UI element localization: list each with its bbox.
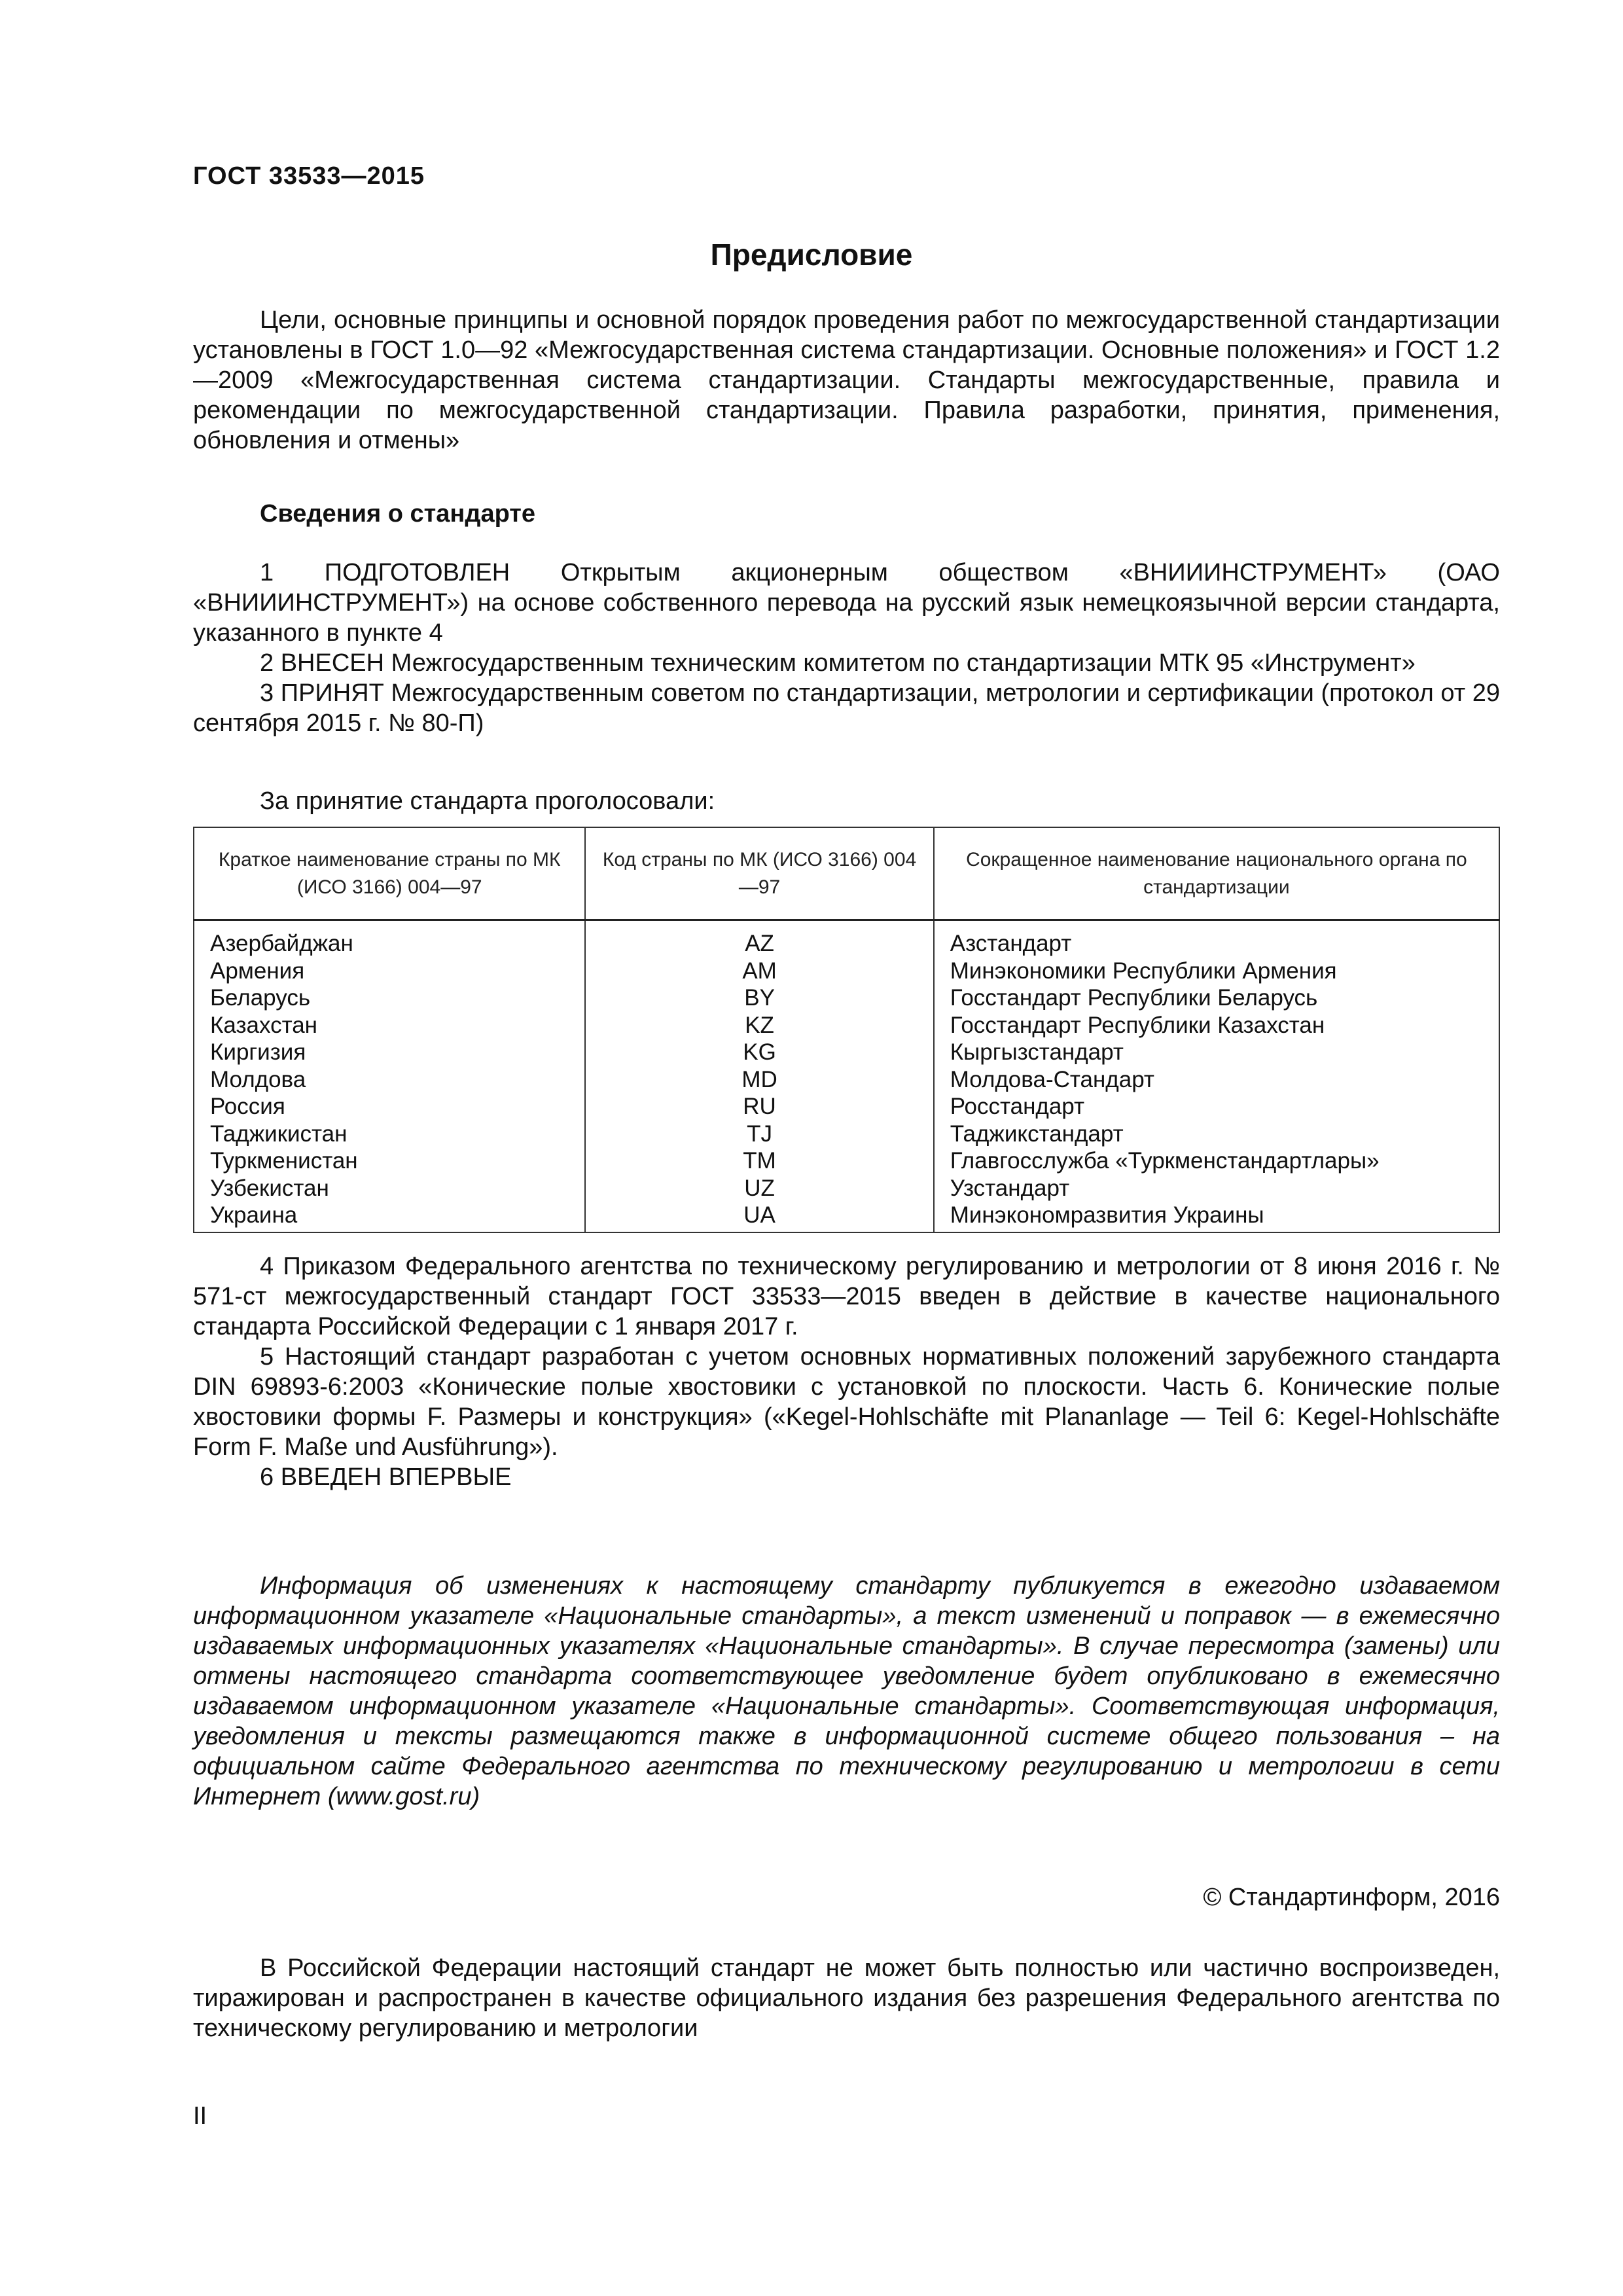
standards-body: Азстандарт bbox=[934, 920, 1499, 958]
country-name: Россия bbox=[194, 1093, 585, 1121]
country-code: TM bbox=[585, 1147, 933, 1175]
country-code: RU bbox=[585, 1093, 933, 1121]
rights-notice-text: В Российской Федерации настоящий стандарт не может быть полностью или частично воспроизведен, тиражирован и распространен в качестве официального издания без разрешения Федерального агентства по техническому регулированию и метрологии bbox=[193, 1954, 1500, 2042]
standards-body: Госстандарт Республики Беларусь bbox=[934, 984, 1499, 1012]
table-row bbox=[194, 1093, 1499, 1121]
country-code: MD bbox=[585, 1066, 933, 1094]
standards-body: Минэкономразвития Украины bbox=[934, 1202, 1499, 1232]
standards-body: Госстандарт Республики Казахстан bbox=[934, 1012, 1499, 1039]
table-row bbox=[194, 984, 1499, 1012]
document-header-id: ГОСТ 33533—2015 bbox=[193, 162, 425, 190]
country-name: Молдова bbox=[194, 1066, 585, 1094]
standard-info-items bbox=[193, 558, 1500, 738]
countries-table bbox=[193, 827, 1500, 1233]
standards-body: Росстандарт bbox=[934, 1093, 1499, 1121]
table-header-row bbox=[194, 827, 1499, 920]
change-info-notice bbox=[193, 1571, 1500, 1812]
country-code: UA bbox=[585, 1202, 933, 1232]
page-number: II bbox=[193, 2102, 207, 2130]
standard-info-heading: Сведения о стандарте bbox=[260, 500, 536, 528]
standards-body: Таджикстандарт bbox=[934, 1121, 1499, 1148]
table-row bbox=[194, 1039, 1499, 1066]
country-code: TJ bbox=[585, 1121, 933, 1148]
info-item-2: 2 ВНЕСЕН Межгосударственным техническим комитетом по стандартизации МТК 95 «Инструмент» bbox=[260, 649, 1416, 677]
table-row bbox=[194, 920, 1499, 958]
table-row bbox=[194, 1175, 1499, 1202]
country-code: KZ bbox=[585, 1012, 933, 1039]
page-title: Предисловие bbox=[710, 238, 913, 272]
header-standards-body: Сокращенное наименование национального органа по стандартизации bbox=[934, 827, 1499, 920]
table-row bbox=[194, 1147, 1499, 1175]
country-name: Азербайджан bbox=[194, 920, 585, 958]
table-row bbox=[194, 1066, 1499, 1094]
header-country-name: Краткое наименование страны по МК (ИСО 3166) 004—97 bbox=[194, 827, 585, 920]
standards-body: Главгосслужба «Туркменстандартлары» bbox=[934, 1147, 1499, 1175]
country-code: AM bbox=[585, 958, 933, 985]
standards-body: Узстандарт bbox=[934, 1175, 1499, 1202]
info-item-3: 3 ПРИНЯТ Межгосударственным советом по стандартизации, метрологии и сертификации (протокол от 29 сентября 2015 г. № 80-П) bbox=[193, 679, 1500, 737]
country-name: Армения bbox=[194, 958, 585, 985]
country-name: Украина bbox=[194, 1202, 585, 1232]
info-item-5: 5 Настоящий стандарт разработан с учетом основных нормативных положений зарубежного стандарта DIN 69893-6:2003 «Конические полые хвостовики с установкой по плоскости. Часть 6. Конические полые хвостовики формы F. Размеры и конструкция» («Kegel-Hohlschäfte mit Plananlage — Teil 6: Kegel-Hohlschäfte Form F. Maße und Ausführung»). bbox=[193, 1343, 1500, 1461]
header-country-code: Код страны по МК (ИСО 3166) 004—97 bbox=[585, 827, 933, 920]
country-name: Туркменистан bbox=[194, 1147, 585, 1175]
table-row bbox=[194, 1202, 1499, 1232]
copyright-line: © Стандартинформ, 2016 bbox=[1203, 1884, 1500, 1911]
info-item-1: 1 ПОДГОТОВЛЕН Открытым акционерным обществом «ВНИИИНСТРУМЕНТ» (ОАО «ВНИИИНСТРУМЕНТ») на основе собственного перевода на русский язык немецкоязычной версии стандарта, указанного в пункте 4 bbox=[193, 559, 1500, 647]
change-info-text: Информация об изменениях к настоящему стандарту публикуется в ежегодно издаваемом информационном указателе «Национальные стандарты», а текст изменений и поправок — в ежемесячно издаваемых информационных указателях «Национальные стандарты». В случае пересмотра (замены) или отмены настоящего стандарта соответствующее уведомление будет опубликовано в ежемесячно издаваемом информационном указателе «Национальные стандарты». Соответствующая информация, уведомления и тексты размещаются также в информационной системе общего пользования – на официальном сайте Федерального агентства по техническому регулированию и метрологии в сети Интернет (www.gost.ru) bbox=[193, 1572, 1500, 1810]
country-name: Киргизия bbox=[194, 1039, 585, 1066]
rights-notice bbox=[193, 1953, 1500, 2043]
country-code: AZ bbox=[585, 920, 933, 958]
country-code: KG bbox=[585, 1039, 933, 1066]
standards-body: Минэкономики Республики Армения bbox=[934, 958, 1499, 985]
table-row bbox=[194, 1012, 1499, 1039]
table-row bbox=[194, 1121, 1499, 1148]
more-items bbox=[193, 1251, 1500, 1492]
country-code: BY bbox=[585, 984, 933, 1012]
table-row bbox=[194, 958, 1499, 985]
standards-body: Кыргызстандарт bbox=[934, 1039, 1499, 1066]
vote-intro: За принятие стандарта проголосовали: bbox=[260, 787, 715, 815]
country-name: Беларусь bbox=[194, 984, 585, 1012]
standards-body: Молдова-Стандарт bbox=[934, 1066, 1499, 1094]
country-name: Узбекистан bbox=[194, 1175, 585, 1202]
info-item-6: 6 ВВЕДЕН ВПЕРВЫЕ bbox=[260, 1463, 512, 1491]
country-name: Таджикистан bbox=[194, 1121, 585, 1148]
intro-block bbox=[193, 305, 1500, 456]
intro-paragraph: Цели, основные принципы и основной порядок проведения работ по межгосударственной стандартизации установлены в ГОСТ 1.0—92 «Межгосударственная система стандартизации. Основные положения» и ГОСТ 1.2—2009 «Межгосударственная система стандартизации. Стандарты межгосударственные, правила и рекомендации по межгосударственной стандартизации. Правила разработки, принятия, применения, обновления и отмены» bbox=[193, 306, 1500, 454]
country-name: Казахстан bbox=[194, 1012, 585, 1039]
info-item-4: 4 Приказом Федерального агентства по техническому регулированию и метрологии от 8 июня 2016 г. № 571-ст межгосударственный стандарт ГОСТ 33533—2015 введен в действие в качестве национального стандарта Российской Федерации с 1 января 2017 г. bbox=[193, 1253, 1500, 1340]
country-code: UZ bbox=[585, 1175, 933, 1202]
